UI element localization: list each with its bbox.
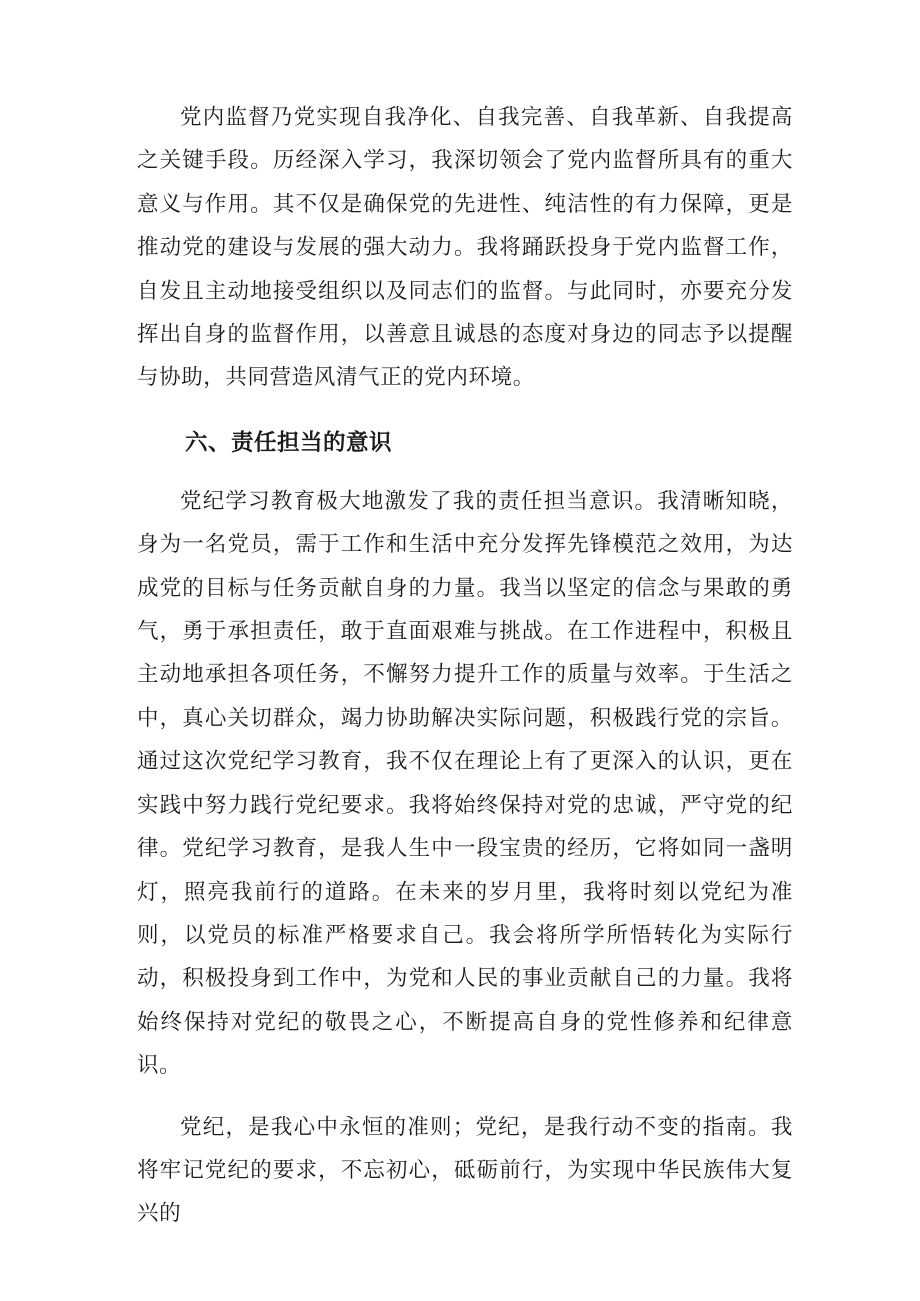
- paragraph-responsibility: 党纪学习教育极大地激发了我的责任担当意识。我清晰知晓，身为一名党员，需于工作和生活中充分发挥先锋模范之效用，为达成党的目标与任务贡献自身的力量。我当以坚定的信念与果敢的勇气，勇于承担责任，敢于直面艰难与挑战。在工作进程中，积极且主动地承担各项任务，不懈努力提升工作的质量与效率。于生活之中，真心关切群众，竭力协助解决实际问题，积极践行党的宗旨。通过这次党纪学习教育，我不仅在理论上有了更深入的认识，更在实践中努力践行党纪要求。我将始终保持对党的忠诚，严守党的纪律。党纪学习教育，是我人生中一段宝贵的经历，它将如同一盏明灯，照亮我前行的道路。在未来的岁月里，我将时刻以党纪为准则，以党员的标准严格要求自己。我会将所学所悟转化为实际行动，积极投身到工作中，为党和人民的事业贡献自己的力量。我将始终保持对党纪的敬畏之心，不断提高自身的党性修养和纪律意识。: [137, 488, 793, 1079]
- section-heading-responsibility: 六、责任担当的意识: [185, 429, 393, 456]
- paragraph-inner-party-supervision: 党内监督乃党实现自我净化、自我完善、自我革新、自我提高之关键手段。历经深入学习，我深切领会了党内监督所具有的重大意义与作用。其不仅是确保党的先进性、纯洁性的有力保障，更是推动党的建设与发展的强大动力。我将踊跃投身于党内监督工作，自发且主动地接受组织以及同志们的监督。与此同时，亦要充分发挥出自身的监督作用，以善意且诚恳的态度对身边的同志予以提醒与协助，共同营造风清气正的党内环境。: [137, 105, 793, 391]
- paragraph-party-discipline: 党纪，是我心中永恒的准则；党纪，是我行动不变的指南。我将牢记党纪的要求，不忘初心，砥砺前行，为实现中华民族伟大复兴的: [137, 1114, 793, 1227]
- document-page: [137, 96, 793, 1236]
